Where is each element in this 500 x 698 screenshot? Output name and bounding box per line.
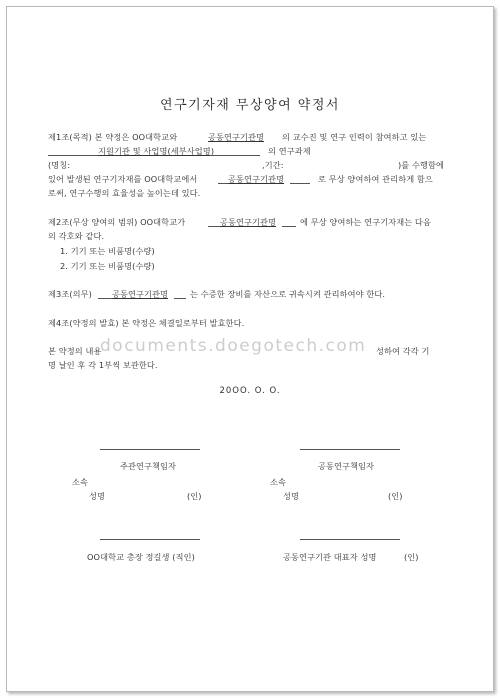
- right-affiliation-label: 소속: [270, 477, 287, 487]
- bottom-right-seal: (인): [404, 552, 419, 562]
- article2-line1-prefix: 제2조(무상 양여의 범위) OO대학교가: [48, 217, 186, 227]
- article1-line3-name: (명칭:: [48, 160, 71, 170]
- article1-blank-underline-left: [48, 155, 98, 156]
- closing-line2: 명 날인 후 각 1부씩 보관한다.: [48, 360, 158, 370]
- right-signature-line: [300, 449, 400, 450]
- left-role: 주관연구책임자: [120, 461, 177, 471]
- document-title: 연구기자재 무상양여 약정서: [160, 98, 340, 113]
- article3-suffix: 는 수증한 장비를 자산으로 귀속시켜 관리하여야 한다.: [190, 289, 386, 299]
- article1-line4-prefix: 있어 발생된 연구기자재를 OO대학교에서: [48, 174, 198, 184]
- article1-line4-suffix: 로 무상 양여하여 관리하게 함으: [318, 174, 433, 184]
- left-affiliation-label: 소속: [72, 477, 89, 487]
- article3-pad-right: [174, 298, 186, 299]
- article1-line5: 로써, 연구수행의 효율성을 높이는데 있다.: [48, 188, 201, 198]
- article1-line1-partner: 공동연구기관명: [208, 132, 265, 142]
- bottom-right-signature-line: [300, 539, 400, 540]
- article1-line4-pad: [218, 183, 228, 184]
- right-seal: (인): [388, 491, 403, 501]
- bottom-right-signatory: 공동연구기관 대표자 성명: [283, 552, 377, 562]
- article2-line1-pad: [208, 226, 220, 227]
- article3-pad: [98, 298, 112, 299]
- article1-blank-underline-right: [210, 155, 260, 156]
- article1-line3-period: ,기간:: [262, 160, 284, 170]
- article2-line1-partner: 공동연구기관명: [220, 217, 277, 227]
- article2-line1-pad-right: [282, 226, 296, 227]
- article3-prefix: 제3조(의무): [48, 289, 92, 299]
- right-name-label: 성명: [283, 491, 300, 501]
- agreement-date: 20OO. O. O.: [219, 386, 281, 396]
- closing-line1-left: 본 약정의 내용: [48, 346, 102, 356]
- article2-line1-suffix: 에 무상 양여하는 연구기자재는 다음: [300, 217, 431, 227]
- left-name-label: 성명: [89, 491, 106, 501]
- article2-item1: 1. 기기 또는 비품명(수량): [60, 246, 155, 256]
- article1-line4-partner: 공동연구기관명: [228, 174, 285, 184]
- article1-line1-prefix: 제1조(목적) 본 약정은 OO대학교와: [48, 132, 178, 142]
- article3-partner: 공동연구기관명: [112, 289, 169, 299]
- bottom-left-signature-line: [100, 539, 200, 540]
- closing-line1-right: 성하여 각각 기: [376, 346, 430, 356]
- article1-line3-suffix: )를 수행함에: [398, 160, 445, 170]
- article2-item2: 2. 기기 또는 비품명(수량): [60, 261, 155, 271]
- article4-text: 제4조(약정의 발효) 본 약정은 체결일로부터 발효한다.: [48, 318, 245, 328]
- left-seal: (인): [187, 491, 202, 501]
- article1-line2-suffix: 의 연구과제: [268, 146, 311, 156]
- bottom-left-signatory: OO대학교 총장 정길생 (직인): [87, 552, 195, 562]
- article2-line2: 의 각호와 같다.: [48, 231, 105, 241]
- article1-line1-suffix: 의 교수진 및 연구 인력이 참여하고 있는: [282, 132, 427, 142]
- left-signature-line: [100, 449, 200, 450]
- article1-line2-org: 지원기관 및 사업명(세부사업명): [98, 146, 215, 156]
- article1-line4-pad-right: [290, 183, 310, 184]
- watermark: documents.doegotech.com: [100, 336, 367, 356]
- right-role: 공동연구책임자: [318, 461, 375, 471]
